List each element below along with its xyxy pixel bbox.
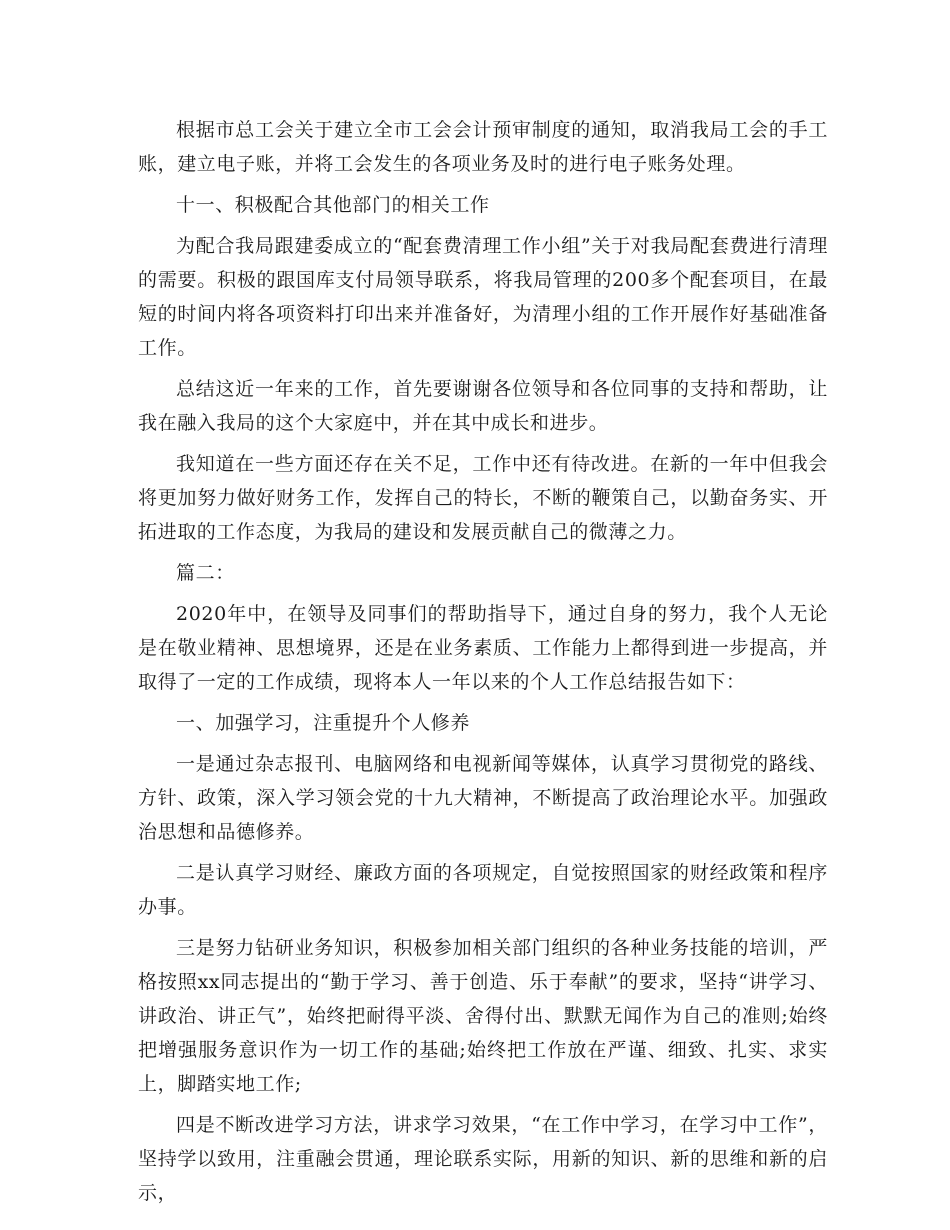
paragraph-2020-intro: 2020年中，在领导及同事们的帮助指导下，通过自身的努力，我个人无论是在敬业精神、思想境界，还是在业务素质、工作能力上都得到进一步提高，并取得了一定的工作成绩，现将本人一年以来的个人工作总结报告如下： [138,603,828,693]
paragraph-supporting-fee-cleanup: 为配合我局跟建委成立的“配套费清理工作小组”关于对我局配套费进行清理的需要。积极的跟国库支付局领导联系，将我局管理的200多个配套项目，在最短的时间内将各项资料打印出来并准备好，为清理小组的工作开展作好基础准备工作。 [138,235,828,359]
document-body [138,113,828,1217]
section-heading-eleven: 十一、积极配合其他部门的相关工作 [176,194,490,216]
paragraph-point-three: 三是努力钻研业务知识，积极参加相关部门组织的各种业务技能的培训，严格按照xx同志提出的“勤于学习、善于创造、乐于奉献”的要求，坚持“讲学习、讲政治、讲正气”，始终把耐得平淡、舍得付出、默默无闻作为自己的准则;始终把增强服务意识作为一切工作的基础;始终把工作放在严谨、细致、扎实、求实上，脚踏实地工作; [138,937,828,1095]
paragraph-union-accounting: 根据市总工会关于建立全市工会会计预审制度的通知，取消我局工会的手工账，建立电子账，并将工会发生的各项业务及时的进行电子账务处理。 [138,119,828,175]
paragraph-point-one: 一是通过杂志报刊、电脑网络和电视新闻等媒体，认真学习贯彻党的路线、方针、政策，深入学习领会党的十九大精神，不断提高了政治理论水平。加强政治思想和品德修养。 [138,753,828,843]
paragraph-point-two: 二是认真学习财经、廉政方面的各项规定，自觉按照国家的财经政策和程序办事。 [138,862,828,918]
paragraph-point-four: 四是不断改进学习方法，讲求学习效果，“在工作中学习，在学习中工作”，坚持学以致用，注重融会贯通，理论联系实际，用新的知识、新的思维和新的启示， [138,1114,828,1204]
part-two-heading: 篇二： [176,562,235,584]
paragraph-thanks: 总结这近一年来的工作，首先要谢谢各位领导和各位同事的支持和帮助，让我在融入我局的这个大家庭中，并在其中成长和进步。 [138,378,828,434]
section-heading-study: 一、加强学习，注重提升个人修养 [176,712,471,734]
paragraph-shortcomings: 我知道在一些方面还存在关不足，工作中还有待改进。在新的一年中但我会将更加努力做好财务工作，发挥自己的特长，不断的鞭策自己，以勤奋务实、开拓进取的工作态度，为我局的建设和发展贡献自己的微薄之力。 [138,453,828,543]
